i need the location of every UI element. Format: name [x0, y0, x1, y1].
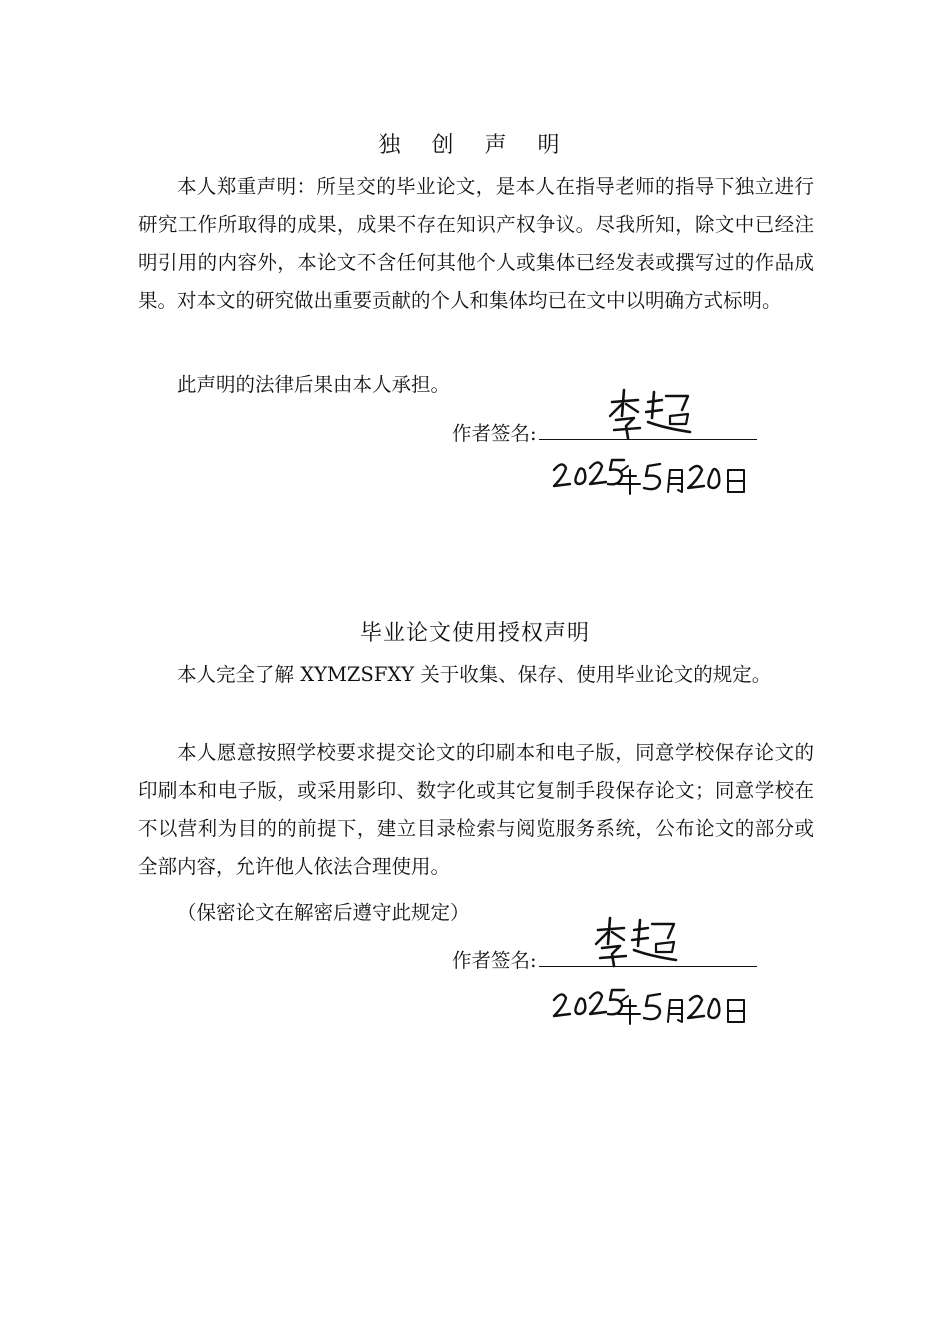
handwritten-date [552, 986, 752, 1030]
author-signature-label: 作者签名: [452, 422, 537, 445]
declaration-title: 独 创 声 明 [378, 133, 572, 158]
authorization-paragraph-1: 本人完全了解 XYMZSFXY 关于收集、保存、使用毕业论文的规定。 [177, 663, 772, 686]
declaration-paragraph-2: 此声明的法律后果由本人承担。 [177, 373, 451, 396]
authorization-paragraph-3: （保密论文在解密后遵守此规定） [177, 901, 470, 924]
handwritten-signature [604, 388, 700, 444]
handwritten-date [552, 456, 752, 500]
declaration-paragraph-1: 本人郑重声明：所呈交的毕业论文，是本人在指导老师的指导下独立进行研究工作所取得的成果，成果不存在知识产权争议。尽我所知，除文中已经注明引用的内容外，本论文不含任何其他个人或集体已经发表或撰写过的作品成果。对本文的研究做出重要贡献的个人和集体均已在文中以明确方式标明。 [138, 175, 814, 312]
author-signature-label: 作者签名: [452, 949, 537, 972]
handwritten-signature [590, 916, 686, 972]
authorization-paragraph-2: 本人愿意按照学校要求提交论文的印刷本和电子版，同意学校保存论文的印刷本和电子版，或采用影印、数字化或其它复制手段保存论文；同意学校在不以营利为目的的前提下，建立目录检索与阅览服务系统，公布论文的部分或全部内容，允许他人依法合理使用。 [138, 741, 814, 878]
authorization-title: 毕业论文使用授权声明 [359, 621, 590, 646]
